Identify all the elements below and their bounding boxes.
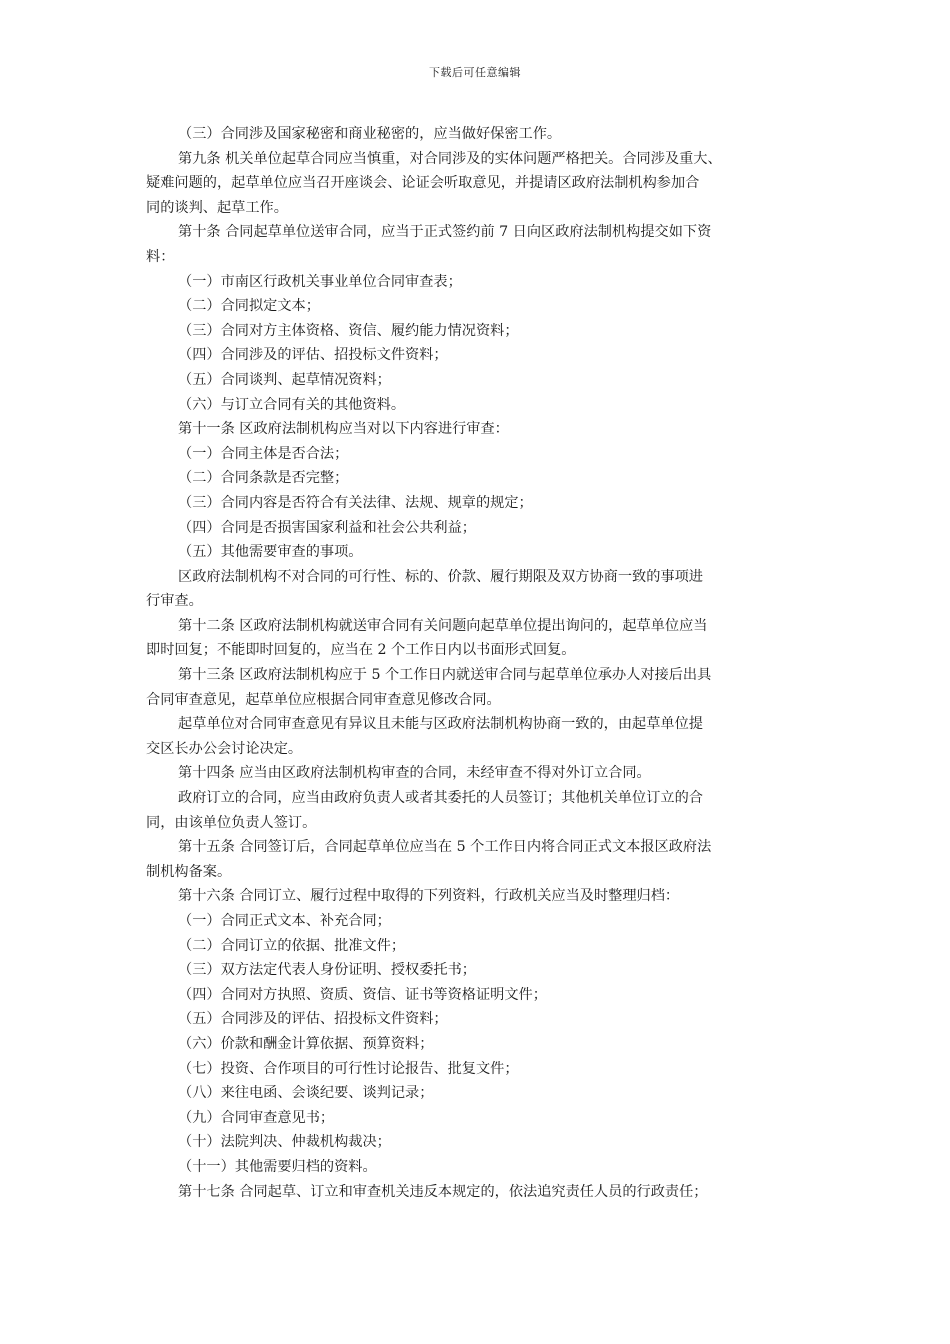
text-line: 行审查。 — [146, 593, 203, 610]
text-line: 疑难问题的，起草单位应当召开座谈会、论证会听取意见，并提请区政府法制机构参加合 — [146, 175, 700, 192]
text-line: （四）合同涉及的评估、招投标文件资料； — [178, 347, 448, 364]
text-line: 第十一条 区政府法制机构应当对以下内容进行审查： — [178, 421, 509, 438]
text-line: （七）投资、合作项目的可行性讨论报告、批复文件； — [178, 1060, 519, 1077]
text-line: 政府订立的合同，应当由政府负责人或者其委托的人员签订；其他机关单位订立的合 — [178, 790, 703, 807]
text-line: （十）法院判决、仲裁机构裁决； — [178, 1134, 391, 1151]
text-line: 同的谈判、起草工作。 — [146, 199, 288, 216]
text-line: （一）合同正式文本、补充合同； — [178, 913, 391, 929]
text-line: （八）来往电函、会谈纪要、谈判记录； — [178, 1085, 434, 1102]
text-line: 区政府法制机构不对合同的可行性、标的、价款、履行期限及双方协商一致的事项进 — [178, 568, 703, 585]
text-line: 第十五条 合同签订后，合同起草单位应当在 5 个工作日内将合同正式文本报区政府法 — [178, 839, 712, 856]
text-line: （二）合同拟定文本； — [178, 298, 320, 315]
text-line: （四）合同对方执照、资质、资信、证书等资格证明文件； — [178, 986, 547, 1003]
text-line: 同，由该单位负责人签订。 — [146, 814, 317, 831]
text-line: 合同审查意见，起草单位应根据合同审查意见修改合同。 — [146, 691, 501, 708]
text-line: （十一）其他需要归档的资料。 — [178, 1158, 377, 1175]
text-line: （五）合同谈判、起草情况资料； — [178, 371, 391, 388]
text-line: 第十六条 合同订立、履行过程中取得的下列资料，行政机关应当及时整理归档： — [178, 888, 680, 905]
text-line: （三）合同涉及国家秘密和商业秘密的，应当做好保密工作。 — [178, 126, 562, 142]
text-line: 第十二条 区政府法制机构就送审合同有关问题向起草单位提出询问的，起草单位应当 — [178, 617, 708, 634]
text-line: （六）与订立合同有关的其他资料。 — [178, 396, 406, 413]
text-line: （三）合同对方主体资格、资信、履约能力情况资料； — [178, 322, 519, 339]
text-line: 交区长办公会讨论决定。 — [146, 740, 303, 757]
text-line: 即时回复；不能即时回复的，应当在 2 个工作日内以书面形式回复。 — [146, 642, 576, 659]
text-line: 第十四条 应当由区政府法制机构审查的合同，未经审查不得对外订立合同。 — [178, 765, 651, 782]
text-line: （九）合同审查意见书； — [178, 1109, 335, 1126]
text-line: （四）合同是否损害国家利益和社会公共利益； — [178, 519, 476, 536]
text-line: （二）合同条款是否完整； — [178, 470, 349, 487]
page-header: 下载后可任意编辑 — [429, 66, 521, 79]
text-line: 制机构备案。 — [146, 863, 232, 880]
text-line: （六）价款和酬金计算依据、预算资料； — [178, 1035, 434, 1052]
document-body — [146, 122, 808, 1204]
text-line: （三）合同内容是否符合有关法律、法规、规章的规定； — [178, 494, 533, 511]
text-line: 第十条 合同起草单位送审合同，应当于正式签约前 7 日向区政府法制机构提交如下资 — [178, 224, 712, 241]
text-line: （一）合同主体是否合法； — [178, 445, 349, 462]
text-line: （三）双方法定代表人身份证明、授权委托书； — [178, 962, 476, 979]
text-line: 第十七条 合同起草、订立和审查机关违反本规定的，依法追究责任人员的行政责任； — [178, 1183, 708, 1200]
text-line: （五）其他需要审查的事项。 — [178, 544, 363, 561]
text-line: 料： — [146, 248, 175, 265]
text-line: （二）合同订立的依据、批准文件； — [178, 937, 406, 954]
text-line: （一）市南区行政机关事业单位合同审查表； — [178, 273, 462, 290]
text-line: 起草单位对合同审查意见有异议且未能与区政府法制机构协商一致的，由起草单位提 — [178, 716, 703, 733]
text-line: 第十三条 区政府法制机构应于 5 个工作日内就送审合同与起草单位承办人对接后出具 — [178, 667, 712, 684]
text-line: （五）合同涉及的评估、招投标文件资料； — [178, 1011, 448, 1028]
text-line: 第九条 机关单位起草合同应当慎重，对合同涉及的实体问题严格把关。合同涉及重大、 — [178, 150, 722, 167]
